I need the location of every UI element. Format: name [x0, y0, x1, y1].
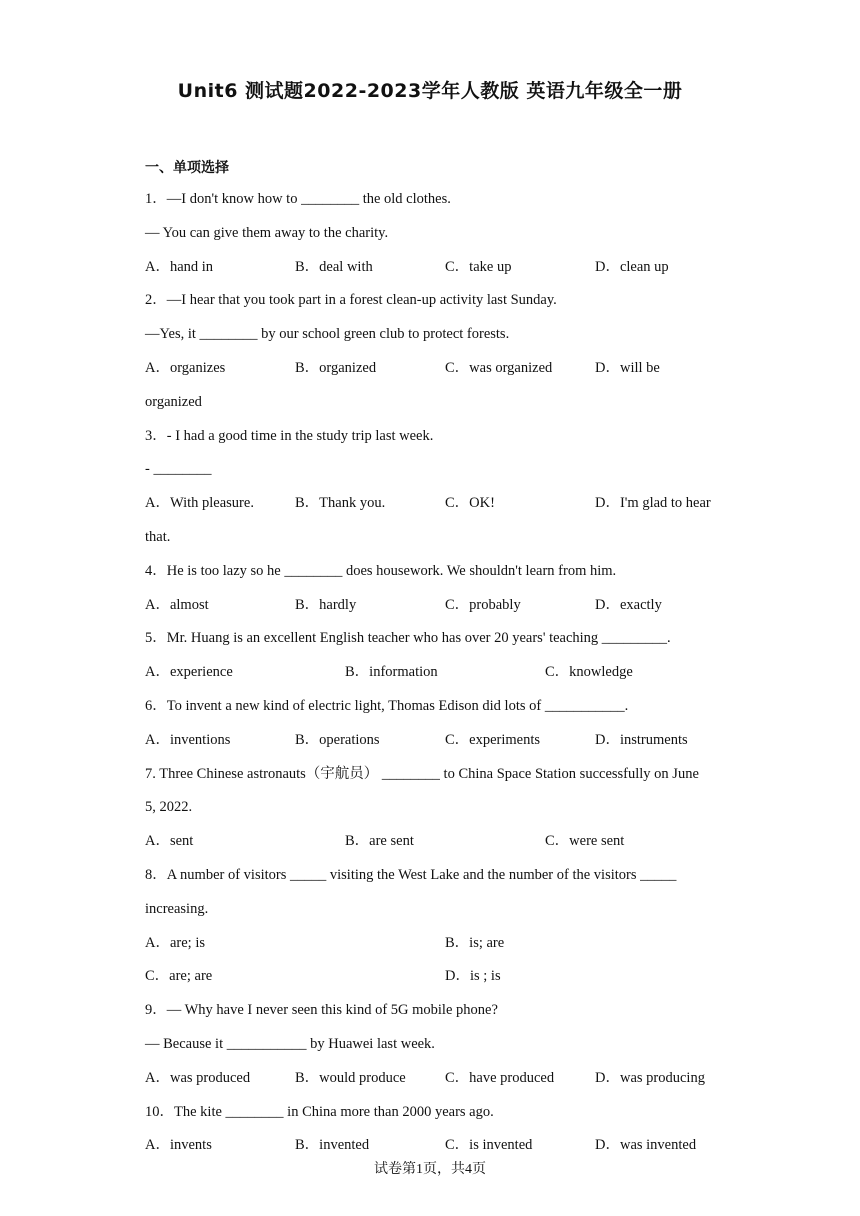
question-7-line-2: 5, 2022. — [145, 799, 193, 816]
question-8-line-2: increasing. — [145, 900, 209, 917]
option-b: B．Thank you. — [295, 495, 386, 512]
question-2-options — [145, 352, 725, 386]
question-6-options — [145, 724, 725, 758]
option-a: A．organizes — [145, 359, 226, 376]
option-b: B．invented — [295, 1137, 370, 1154]
question-1-options — [145, 251, 725, 285]
question-9-line-1: 9．— Why have I never seen this kind of 5G mobile phone? — [145, 1002, 498, 1019]
question-7-line-1: 7. Three Chinese astronauts（宇航员） ________ to China Space Station successfully on June — [145, 765, 699, 782]
page-title: Unit6 测试题2022-2023学年人教版 英语九年级全一册 — [177, 80, 683, 102]
section-heading: 一、单项选择 — [145, 160, 229, 176]
question-4-options — [145, 589, 725, 623]
question-8-options-row-2 — [145, 960, 725, 994]
option-c: C．take up — [445, 258, 512, 275]
question-5-line-1: 5．Mr. Huang is an excellent English teacher who has over 20 years' teaching _________. — [145, 630, 671, 647]
option-b: B．information — [345, 664, 438, 681]
option-b: B．are sent — [345, 833, 414, 850]
option-c: C．probably — [445, 596, 521, 613]
question-2-option-wrap: organized — [145, 393, 202, 410]
question-8-options-row-1 — [145, 927, 725, 961]
option-c: C．was organized — [445, 359, 553, 376]
question-7-options — [145, 825, 725, 859]
option-d: D．instruments — [595, 731, 688, 748]
question-1-line-2: — You can give them away to the charity. — [145, 224, 389, 241]
option-c: C．experiments — [445, 731, 541, 748]
question-1-line-1: 1．—I don't know how to ________ the old clothes. — [145, 191, 451, 207]
page-footer: 试卷第1页，共4页 — [374, 1162, 486, 1177]
option-d: D．clean up — [595, 258, 669, 275]
option-d: D．was invented — [595, 1137, 697, 1154]
question-3-line-2: - ________ — [145, 461, 212, 478]
question-3-line-1: 3．- I had a good time in the study trip last week. — [145, 427, 434, 444]
option-b: B．organized — [295, 359, 377, 376]
question-2-line-2: —Yes, it ________ by our school green club to protect forests. — [145, 326, 510, 343]
option-b: B．is; are — [445, 934, 505, 951]
option-c: C．is invented — [445, 1137, 533, 1154]
question-3-option-wrap: that. — [145, 528, 171, 545]
question-5-options — [145, 656, 725, 690]
option-d: D．is ; is — [445, 968, 501, 985]
question-9-options — [145, 1062, 725, 1096]
option-b: B．operations — [295, 731, 380, 748]
option-b: B．hardly — [295, 596, 357, 613]
option-d: D．will be — [595, 359, 660, 376]
question-3-options — [145, 487, 725, 521]
option-a: A．invents — [145, 1137, 212, 1154]
question-8-line-1: 8．A number of visitors _____ visiting the West Lake and the number of the visitors _____ — [145, 866, 677, 883]
option-a: A．experience — [145, 664, 233, 681]
question-9-line-2: — Because it ___________ by Huawei last week. — [145, 1035, 435, 1052]
option-a: A．inventions — [145, 731, 231, 748]
question-2-line-1: 2．—I hear that you took part in a forest clean-up activity last Sunday. — [145, 292, 557, 309]
option-a: A．are; is — [145, 934, 205, 951]
question-6-line-1: 6．To invent a new kind of electric light, Thomas Edison did lots of ___________. — [145, 697, 629, 714]
option-a: A．With pleasure. — [145, 495, 254, 512]
option-a: A．was produced — [145, 1069, 251, 1086]
option-c: C．are; are — [145, 968, 213, 985]
option-c: C．knowledge — [545, 664, 633, 681]
option-a: A．almost — [145, 596, 209, 613]
option-c: C．have produced — [445, 1069, 555, 1086]
option-b: B．would produce — [295, 1069, 406, 1086]
question-list — [145, 155, 725, 1163]
option-a: A．sent — [145, 833, 194, 850]
question-4-line-1: 4．He is too lazy so he ________ does housework. We shouldn't learn from him. — [145, 562, 617, 579]
option-b: B．deal with — [295, 258, 373, 275]
option-c: C．were sent — [545, 833, 625, 850]
option-c: C．OK! — [445, 495, 495, 512]
option-d: D．exactly — [595, 596, 662, 613]
option-d: D．was producing — [595, 1069, 705, 1086]
question-10-line-1: 10．The kite ________ in China more than 2000 years ago. — [145, 1103, 494, 1120]
option-d: D．I'm glad to hear — [595, 495, 711, 512]
option-a: A．hand in — [145, 258, 214, 275]
